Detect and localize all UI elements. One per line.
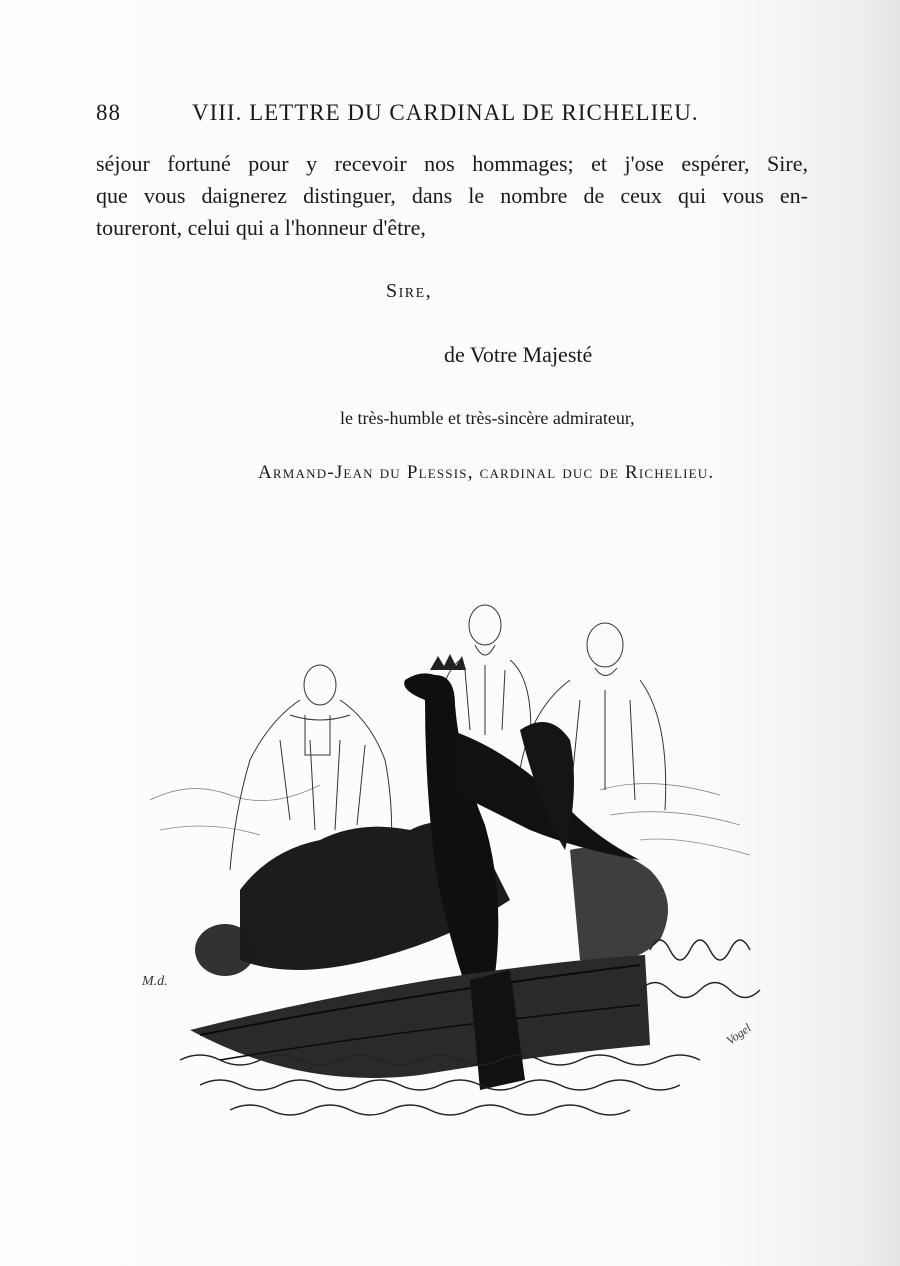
closing-salutation: Sire, (386, 280, 433, 302)
closing-admirateur: le très-humble et très-sincère admirateur, (340, 408, 635, 428)
monogram-left: M.d. (142, 974, 168, 989)
body-line-1: séjour fortuné pour y recevoir nos hommages; et j'ose espérer, Sire, (96, 151, 808, 176)
signature-line: Armand-Jean du Plessis, cardinal duc de Richelieu. (258, 462, 715, 483)
artist-signature-right: Vogel (723, 1020, 754, 1048)
closing-majeste: de Votre Majesté (444, 342, 593, 367)
engraving-illustration (140, 590, 780, 1150)
running-title: VIII. LETTRE DU CARDINAL DE RICHELIEU. (192, 100, 699, 125)
letter-body (96, 148, 808, 244)
boat (190, 955, 650, 1090)
engraving-svg (140, 590, 780, 1150)
body-line-3: toureront, celui qui a l'honneur d'être, (96, 215, 426, 240)
page-number: 88 (96, 100, 121, 125)
body-line-2: que vous daignerez distinguer, dans le nombre de ceux qui vous en- (96, 183, 808, 208)
page-header (96, 100, 816, 132)
